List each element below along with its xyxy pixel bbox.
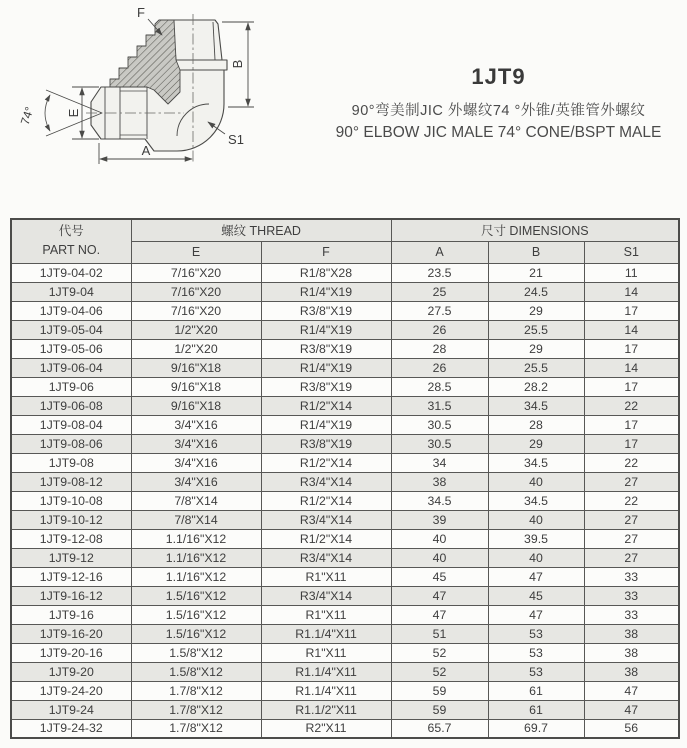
value-cell: R1/2"X14 xyxy=(261,491,391,510)
value-cell: 3/4"X16 xyxy=(131,434,261,453)
value-cell: R3/4"X14 xyxy=(261,472,391,491)
value-cell: 23.5 xyxy=(391,263,488,282)
value-cell: 56 xyxy=(584,719,679,738)
value-cell: 14 xyxy=(584,358,679,377)
value-cell: 33 xyxy=(584,605,679,624)
col-header-e: E xyxy=(131,241,261,263)
value-cell: 1.7/8"X12 xyxy=(131,700,261,719)
value-cell: 38 xyxy=(391,472,488,491)
value-cell: 9/16"X18 xyxy=(131,377,261,396)
value-cell: 1.1/16"X12 xyxy=(131,529,261,548)
value-cell: 27.5 xyxy=(391,301,488,320)
part-no-cell: 1JT9-06 xyxy=(11,377,131,396)
value-cell: R1.1/4"X11 xyxy=(261,681,391,700)
value-cell: R3/8"X19 xyxy=(261,301,391,320)
col-header-s1: S1 xyxy=(584,241,679,263)
value-cell: 3/4"X16 xyxy=(131,472,261,491)
value-cell: 65.7 xyxy=(391,719,488,738)
value-cell: 33 xyxy=(584,586,679,605)
part-no-cell: 1JT9-16-20 xyxy=(11,624,131,643)
value-cell: 1.1/16"X12 xyxy=(131,548,261,567)
value-cell: 59 xyxy=(391,700,488,719)
part-no-cell: 1JT9-24-20 xyxy=(11,681,131,700)
table-row xyxy=(11,586,679,605)
value-cell: 1/2"X20 xyxy=(131,320,261,339)
col-header-thread: 螺纹 THREAD xyxy=(131,219,391,241)
value-cell: 26 xyxy=(391,320,488,339)
part-no-cell: 1JT9-08-12 xyxy=(11,472,131,491)
value-cell: 3/4"X16 xyxy=(131,453,261,472)
table-row xyxy=(11,624,679,643)
value-cell: 53 xyxy=(488,643,584,662)
part-no-cell: 1JT9-12-08 xyxy=(11,529,131,548)
value-cell: 7/8"X14 xyxy=(131,510,261,529)
value-cell: R1/2"X14 xyxy=(261,529,391,548)
value-cell: R1.1/4"X11 xyxy=(261,662,391,681)
spec-table xyxy=(10,218,680,739)
value-cell: 28.5 xyxy=(391,377,488,396)
value-cell: 25 xyxy=(391,282,488,301)
value-cell: 38 xyxy=(584,643,679,662)
value-cell: R1.1/4"X11 xyxy=(261,624,391,643)
value-cell: 3/4"X16 xyxy=(131,415,261,434)
value-cell: 47 xyxy=(488,567,584,586)
value-cell: R1/4"X19 xyxy=(261,358,391,377)
label-cone-angle: 74° xyxy=(17,104,37,127)
value-cell: 61 xyxy=(488,681,584,700)
label-b: B xyxy=(230,59,245,69)
col-header-a: A xyxy=(391,241,488,263)
value-cell: 47 xyxy=(391,605,488,624)
value-cell: 1.7/8"X12 xyxy=(131,719,261,738)
part-no-cell: 1JT9-08 xyxy=(11,453,131,472)
value-cell: 28 xyxy=(488,415,584,434)
label-s1: S1 xyxy=(228,132,244,147)
value-cell: 47 xyxy=(391,586,488,605)
table-row xyxy=(11,719,679,738)
value-cell: 17 xyxy=(584,301,679,320)
value-cell: 52 xyxy=(391,643,488,662)
value-cell: 25.5 xyxy=(488,358,584,377)
value-cell: 29 xyxy=(488,339,584,358)
table-body xyxy=(11,263,679,738)
value-cell: 24.5 xyxy=(488,282,584,301)
value-cell: 39.5 xyxy=(488,529,584,548)
value-cell: 7/16"X20 xyxy=(131,263,261,282)
table-row xyxy=(11,605,679,624)
value-cell: 14 xyxy=(584,320,679,339)
table-row xyxy=(11,643,679,662)
part-no-cell: 1JT9-08-04 xyxy=(11,415,131,434)
col-header-part-no xyxy=(11,219,131,263)
value-cell: R1/8"X28 xyxy=(261,263,391,282)
value-cell: 14 xyxy=(584,282,679,301)
subtitle-english: 90° ELBOW JIC MALE 74° CONE/BSPT MALE xyxy=(335,124,662,141)
value-cell: 27 xyxy=(584,548,679,567)
value-cell: 1.5/16"X12 xyxy=(131,605,261,624)
value-cell: 51 xyxy=(391,624,488,643)
value-cell: 28 xyxy=(391,339,488,358)
value-cell: 7/16"X20 xyxy=(131,282,261,301)
value-cell: R3/4"X14 xyxy=(261,510,391,529)
value-cell: 34.5 xyxy=(391,491,488,510)
col-header-part-no-cn: 代号 xyxy=(58,223,84,238)
value-cell: 40 xyxy=(488,472,584,491)
value-cell: R1/4"X19 xyxy=(261,320,391,339)
table-row xyxy=(11,396,679,415)
table-row xyxy=(11,548,679,567)
value-cell: 1.5/16"X12 xyxy=(131,624,261,643)
value-cell: 40 xyxy=(488,510,584,529)
value-cell: 45 xyxy=(391,567,488,586)
part-no-cell: 1JT9-04 xyxy=(11,282,131,301)
label-e: E xyxy=(66,108,81,118)
technical-drawing xyxy=(2,2,292,182)
value-cell: 30.5 xyxy=(391,415,488,434)
value-cell: R1"X11 xyxy=(261,605,391,624)
part-no-cell: 1JT9-20 xyxy=(11,662,131,681)
value-cell: 17 xyxy=(584,377,679,396)
table-row xyxy=(11,662,679,681)
part-no-cell: 1JT9-08-06 xyxy=(11,434,131,453)
value-cell: R1/2"X14 xyxy=(261,396,391,415)
value-cell: 26 xyxy=(391,358,488,377)
part-no-cell: 1JT9-06-04 xyxy=(11,358,131,377)
table-row xyxy=(11,339,679,358)
part-no-cell: 1JT9-10-12 xyxy=(11,510,131,529)
value-cell: 52 xyxy=(391,662,488,681)
value-cell: 17 xyxy=(584,434,679,453)
value-cell: 47 xyxy=(584,681,679,700)
value-cell: 34.5 xyxy=(488,491,584,510)
part-no-cell: 1JT9-16 xyxy=(11,605,131,624)
value-cell: 30.5 xyxy=(391,434,488,453)
col-header-part-no-en: PART NO. xyxy=(42,243,101,258)
value-cell: R1/4"X19 xyxy=(261,415,391,434)
part-no-cell: 1JT9-24-32 xyxy=(11,719,131,738)
value-cell: 29 xyxy=(488,434,584,453)
table-row xyxy=(11,263,679,282)
table-row xyxy=(11,700,679,719)
table-row xyxy=(11,510,679,529)
value-cell: 21 xyxy=(488,263,584,282)
value-cell: 9/16"X18 xyxy=(131,358,261,377)
table-row xyxy=(11,529,679,548)
value-cell: R3/4"X14 xyxy=(261,586,391,605)
value-cell: R3/8"X19 xyxy=(261,339,391,358)
part-no-cell: 1JT9-12 xyxy=(11,548,131,567)
title-block xyxy=(310,64,687,142)
value-cell: R3/8"X19 xyxy=(261,434,391,453)
part-no-cell: 1JT9-12-16 xyxy=(11,567,131,586)
value-cell: 34 xyxy=(391,453,488,472)
value-cell: 38 xyxy=(584,624,679,643)
value-cell: 1.7/8"X12 xyxy=(131,681,261,700)
value-cell: 1.5/16"X12 xyxy=(131,586,261,605)
value-cell: 34.5 xyxy=(488,453,584,472)
part-no-cell: 1JT9-10-08 xyxy=(11,491,131,510)
value-cell: 1.5/8"X12 xyxy=(131,643,261,662)
table-row xyxy=(11,282,679,301)
value-cell: 39 xyxy=(391,510,488,529)
value-cell: R2"X11 xyxy=(261,719,391,738)
value-cell: 11 xyxy=(584,263,679,282)
value-cell: 31.5 xyxy=(391,396,488,415)
value-cell: 7/8"X14 xyxy=(131,491,261,510)
value-cell: 25.5 xyxy=(488,320,584,339)
subtitle-chinese: 90°弯美制JIC 外螺纹74 °外锥/英锥管外螺纹 xyxy=(351,103,646,119)
value-cell: 27 xyxy=(584,529,679,548)
col-header-dimensions: 尺寸 DIMENSIONS xyxy=(391,219,679,241)
label-f: F xyxy=(137,5,145,20)
value-cell: R3/4"X14 xyxy=(261,548,391,567)
table-row xyxy=(11,453,679,472)
value-cell: 38 xyxy=(584,662,679,681)
part-no-cell: 1JT9-24 xyxy=(11,700,131,719)
value-cell: 40 xyxy=(488,548,584,567)
value-cell: 1.5/8"X12 xyxy=(131,662,261,681)
part-no-cell: 1JT9-05-06 xyxy=(11,339,131,358)
value-cell: 33 xyxy=(584,567,679,586)
value-cell: 22 xyxy=(584,491,679,510)
col-header-b: B xyxy=(488,241,584,263)
value-cell: 47 xyxy=(488,605,584,624)
value-cell: 17 xyxy=(584,339,679,358)
value-cell: 34.5 xyxy=(488,396,584,415)
value-cell: 40 xyxy=(391,529,488,548)
value-cell: 40 xyxy=(391,548,488,567)
value-cell: R1/2"X14 xyxy=(261,453,391,472)
value-cell: 53 xyxy=(488,624,584,643)
part-no-cell: 1JT9-06-08 xyxy=(11,396,131,415)
value-cell: R1/4"X19 xyxy=(261,282,391,301)
value-cell: 1/2"X20 xyxy=(131,339,261,358)
value-cell: 27 xyxy=(584,472,679,491)
value-cell: 59 xyxy=(391,681,488,700)
value-cell: 27 xyxy=(584,510,679,529)
part-no-cell: 1JT9-16-12 xyxy=(11,586,131,605)
part-no-cell: 1JT9-20-16 xyxy=(11,643,131,662)
col-header-f: F xyxy=(261,241,391,263)
value-cell: 45 xyxy=(488,586,584,605)
table-row xyxy=(11,377,679,396)
value-cell: 61 xyxy=(488,700,584,719)
value-cell: R1"X11 xyxy=(261,567,391,586)
value-cell: 28.2 xyxy=(488,377,584,396)
table-row xyxy=(11,301,679,320)
value-cell: R1.1/2"X11 xyxy=(261,700,391,719)
table-row xyxy=(11,415,679,434)
value-cell: 53 xyxy=(488,662,584,681)
part-no-cell: 1JT9-05-04 xyxy=(11,320,131,339)
value-cell: 47 xyxy=(584,700,679,719)
value-cell: 1.1/16"X12 xyxy=(131,567,261,586)
label-a: A xyxy=(141,143,151,158)
value-cell: 69.7 xyxy=(488,719,584,738)
part-no-cell: 1JT9-04-06 xyxy=(11,301,131,320)
table-row xyxy=(11,358,679,377)
part-no-cell: 1JT9-04-02 xyxy=(11,263,131,282)
page-title: 1JT9 xyxy=(471,64,526,89)
table-row xyxy=(11,434,679,453)
value-cell: 7/16"X20 xyxy=(131,301,261,320)
value-cell: 22 xyxy=(584,453,679,472)
value-cell: 17 xyxy=(584,415,679,434)
value-cell: 9/16"X18 xyxy=(131,396,261,415)
table-row xyxy=(11,472,679,491)
table-row xyxy=(11,491,679,510)
table-row xyxy=(11,320,679,339)
table-row xyxy=(11,567,679,586)
value-cell: R3/8"X19 xyxy=(261,377,391,396)
value-cell: 22 xyxy=(584,396,679,415)
value-cell: R1"X11 xyxy=(261,643,391,662)
table-row xyxy=(11,681,679,700)
table-header xyxy=(11,219,679,263)
value-cell: 29 xyxy=(488,301,584,320)
